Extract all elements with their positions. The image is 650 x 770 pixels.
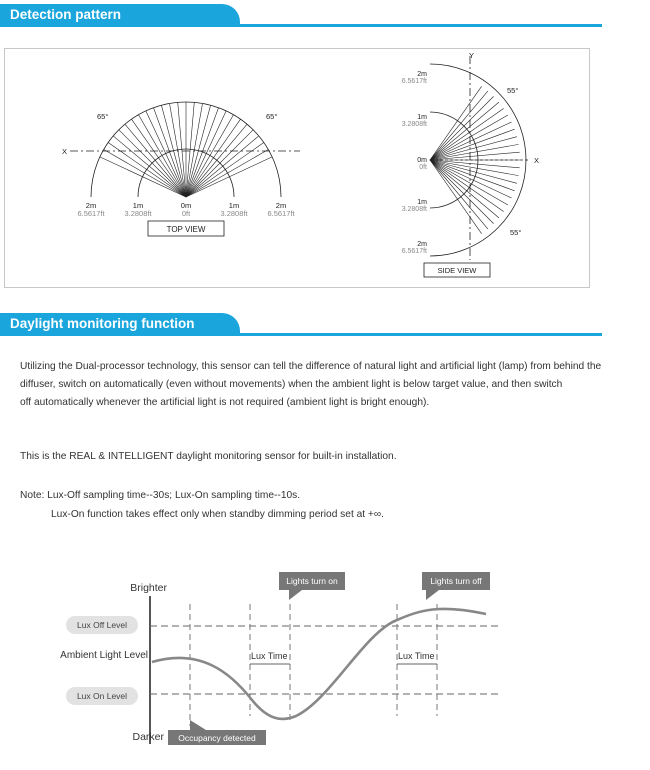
top-view-caption: TOP VIEW bbox=[166, 225, 206, 234]
top-view-diagram bbox=[0, 0, 650, 300]
side-angle-top: 55° bbox=[507, 86, 519, 95]
darker-label: Darker bbox=[132, 731, 164, 743]
top-dist-m: 1m bbox=[228, 201, 240, 210]
top-dist-ft: 6.5617ft bbox=[267, 209, 295, 218]
side-dist-m: 2m bbox=[417, 71, 427, 78]
top-dist-ft: 6.5617ft bbox=[77, 209, 105, 218]
note-line-1: Note: Lux-Off sampling time--30s; Lux-On sampling time--10s. bbox=[20, 490, 301, 501]
top-dist-ft: 3.2808ft bbox=[124, 209, 152, 218]
side-axis-y-label: Y bbox=[469, 51, 475, 60]
lights-on-label: Lights turn on bbox=[286, 576, 338, 586]
occupancy-label: Occupancy detected bbox=[178, 733, 256, 743]
callout-pointer bbox=[289, 590, 302, 600]
top-angle-left: 65° bbox=[97, 112, 109, 121]
lights-off-label: Lights turn off bbox=[430, 576, 482, 586]
side-dist-m: 2m bbox=[417, 241, 427, 248]
daylight-graph bbox=[0, 540, 650, 770]
top-dist-m: 1m bbox=[132, 201, 144, 210]
paragraph-line: diffuser, switch on automatically (even without movements) when the ambient light is below target value, and then switch bbox=[20, 379, 563, 390]
brighter-label: Brighter bbox=[130, 582, 167, 594]
section-title: Detection pattern bbox=[0, 4, 240, 26]
top-dist-ft: 0ft bbox=[181, 209, 191, 218]
side-dist-m: 1m bbox=[417, 199, 427, 206]
side-view-caption: SIDE VIEW bbox=[437, 266, 477, 275]
side-dist-ft: 6.5617ft bbox=[401, 248, 427, 255]
side-dist-ft: 3.2808ft bbox=[401, 206, 427, 213]
detection-ray bbox=[186, 157, 272, 197]
side-dist-ft: 6.5617ft bbox=[401, 78, 427, 85]
ambient-light-label: Ambient Light Level bbox=[60, 650, 148, 661]
top-dist-m: 2m bbox=[85, 201, 97, 210]
detection-ray bbox=[430, 122, 512, 160]
intro-statement: This is the REAL & INTELLIGENT daylight monitoring sensor for built-in installation. bbox=[20, 451, 397, 462]
callout-pointer bbox=[190, 720, 206, 730]
detection-ray bbox=[430, 160, 512, 198]
note-line-2: Lux-On function takes effect only when standby dimming period set at +∞. bbox=[51, 509, 384, 520]
lux-time-label: Lux Time bbox=[251, 651, 288, 661]
side-dist-ft: 0ft bbox=[419, 164, 427, 171]
top-axis-x-label: X bbox=[62, 147, 68, 156]
detection-ray bbox=[430, 152, 520, 160]
paragraph-line: Utilizing the Dual-processor technology, this sensor can tell the difference of natural light and artificial light (lamp) from behind the bbox=[20, 361, 602, 372]
detection-ray bbox=[104, 150, 186, 198]
section-title: Daylight monitoring function bbox=[0, 313, 240, 335]
detection-ray bbox=[146, 111, 186, 197]
lux-time-label: Lux Time bbox=[398, 651, 435, 661]
top-dist-m: 2m bbox=[275, 201, 287, 210]
callout-pointer bbox=[426, 590, 439, 600]
detection-ray bbox=[186, 150, 268, 198]
lux-off-level-label: Lux Off Level bbox=[77, 620, 127, 630]
section-header-daylight bbox=[0, 313, 602, 339]
lux-on-level-label: Lux On Level bbox=[76, 691, 128, 701]
detection-ray bbox=[430, 160, 520, 168]
side-dist-m: 1m bbox=[417, 114, 427, 121]
side-angle-bottom: 55° bbox=[510, 228, 522, 237]
top-angle-right: 65° bbox=[266, 112, 278, 121]
top-dist-ft: 3.2808ft bbox=[220, 209, 248, 218]
detection-ray bbox=[186, 111, 226, 197]
detection-ray bbox=[100, 157, 186, 197]
top-dist-m: 0m bbox=[180, 201, 192, 210]
side-axis-x-label: X bbox=[534, 156, 540, 165]
paragraph-line: off automatically whenever the artificial light is not required (ambient light is bright enough). bbox=[20, 397, 430, 408]
side-dist-m: 0m bbox=[417, 157, 427, 164]
side-dist-ft: 3.2808ft bbox=[401, 121, 427, 128]
